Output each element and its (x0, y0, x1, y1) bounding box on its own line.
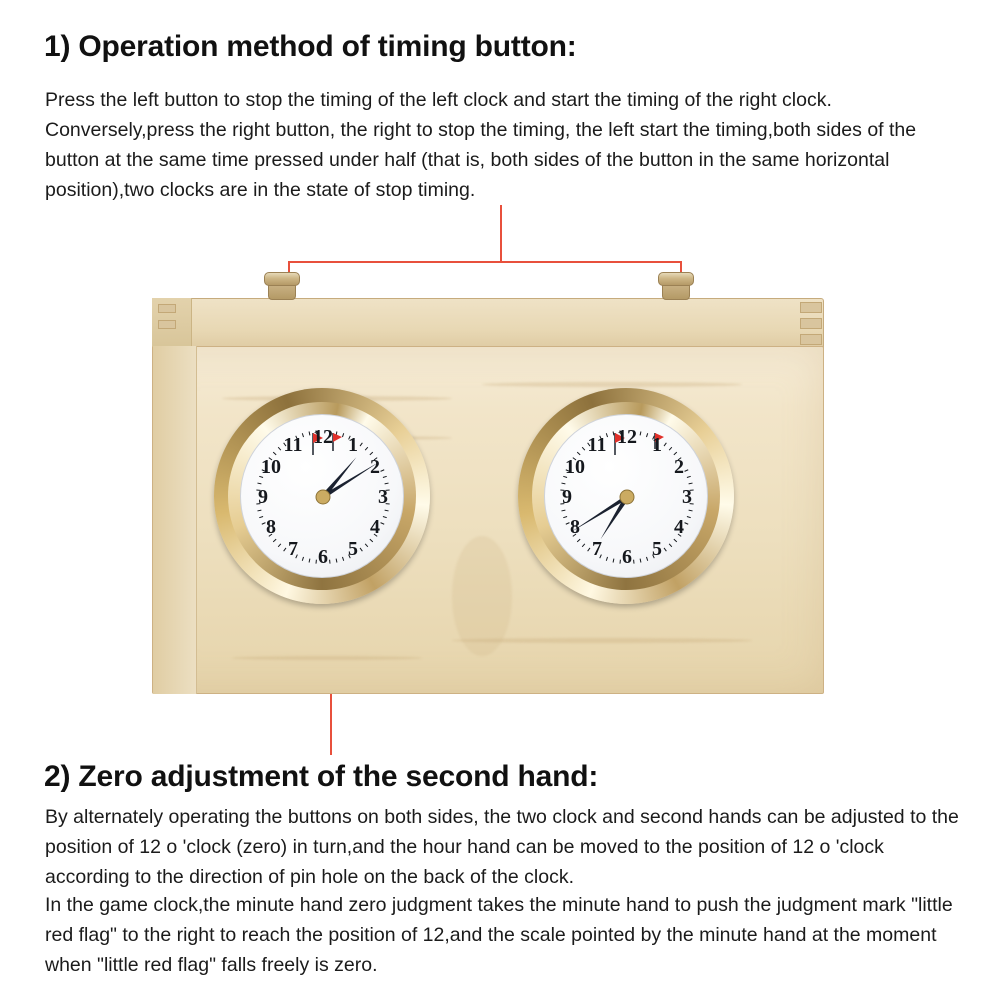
dial-numeral: 11 (283, 434, 303, 456)
clock-face-right (518, 388, 734, 604)
clock-body-side-panel (153, 346, 197, 694)
section-2-paragraph-1: By alternately operating the buttons on both sides, the two clock and second hands can be adjusted to the position of 12 o 'clock (zero) in turn,and the hour hand can be moved to the position of 12 o 'clock according to the direction of pin hole on the back of the clock. (45, 806, 959, 888)
dial-numeral: 4 (370, 516, 380, 538)
dial-numeral: 9 (258, 486, 268, 508)
dial-numeral: 5 (652, 538, 662, 560)
wood-grain (452, 536, 512, 656)
dial-numeral: 9 (562, 486, 572, 508)
dial-numeral: 6 (622, 546, 632, 568)
dial-numeral: 12 (313, 426, 333, 448)
section-1-heading: 1) Operation method of timing button: (44, 30, 577, 63)
button-cap (658, 272, 694, 286)
dial-numeral: 1 (348, 434, 358, 456)
dial-numeral: 7 (592, 538, 602, 560)
finger-joint (800, 302, 822, 313)
dial-numeral: 12 (617, 426, 637, 448)
dial-numeral: 10 (261, 456, 281, 478)
wood-grain (232, 656, 422, 660)
dial-numeral: 5 (348, 538, 358, 560)
dial-numeral: 6 (318, 546, 328, 568)
dial-numeral: 3 (682, 486, 692, 508)
clock-face-left (214, 388, 430, 604)
dial-numeral: 8 (266, 516, 276, 538)
section-2-heading: 2) Zero adjustment of the second hand: (44, 760, 599, 793)
dial-numeral: 2 (674, 456, 684, 478)
dial-numeral: 4 (674, 516, 684, 538)
finger-joint (158, 320, 176, 329)
clock-dial-left (240, 414, 404, 578)
clock-dial-right (544, 414, 708, 578)
button-collar (662, 284, 690, 300)
timing-button-left[interactable] (264, 272, 300, 302)
dial-numeral: 1 (652, 434, 662, 456)
chess-clock-device (152, 286, 824, 710)
finger-joint (158, 304, 176, 313)
dial-numeral: 7 (288, 538, 298, 560)
wood-grain (482, 382, 742, 387)
section-1-paragraph: Press the left button to stop the timing of the left clock and start the timing of the right clock. Conversely,press the right button, the right to stop the timing, the left start the timing,both sides of the button at the same time pressed under half (that is, both sides of the button in the same horizontal position),two clocks are in the state of stop timing. (45, 89, 917, 201)
button-collar (268, 284, 296, 300)
section-2-paragraph-2: In the game clock,the minute hand zero judgment takes the minute hand to push the judgment mark "little red flag" to the right to reach the position of 12,and the scale pointed by the minute hand at the moment when "little red flag" falls freely is zero. (45, 894, 953, 976)
timing-button-right[interactable] (658, 272, 694, 302)
dial-numeral: 8 (570, 516, 580, 538)
dial-numeral: 3 (378, 486, 388, 508)
dial-numeral: 2 (370, 456, 380, 478)
dial-numeral: 11 (587, 434, 607, 456)
red-flag-marker-secondary (333, 433, 342, 451)
finger-joint (800, 318, 822, 329)
dial-numeral: 10 (565, 456, 585, 478)
finger-joint (800, 334, 822, 345)
button-cap (264, 272, 300, 286)
